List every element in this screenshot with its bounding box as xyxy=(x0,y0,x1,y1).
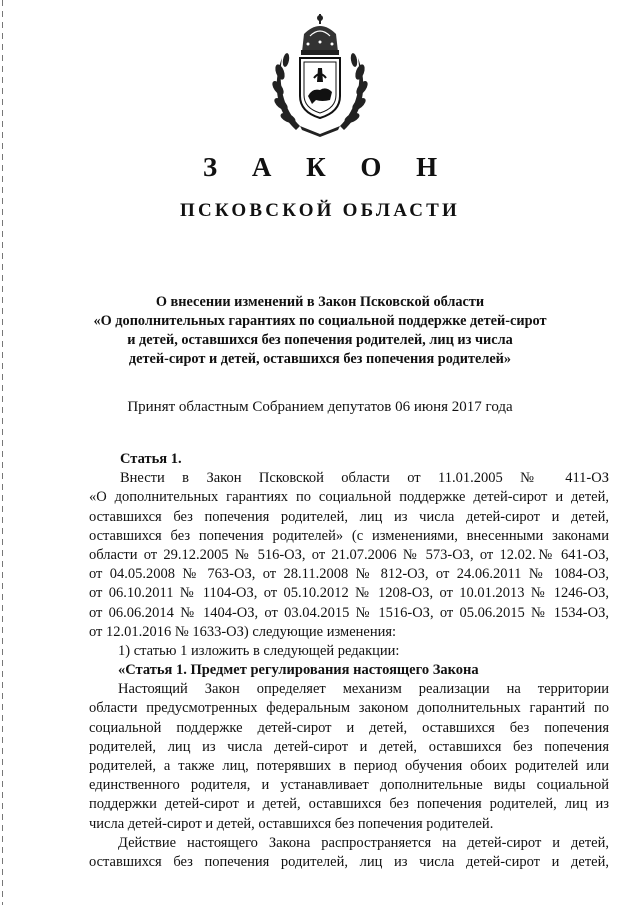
new-article-heading: «Статья 1. Предмет регулирования настоящего Закона xyxy=(118,662,479,679)
document-subtitle: ПСКОВСКОЙ ОБЛАСТИ xyxy=(180,200,460,221)
body-line: родителей, а также лиц, потерявших в период обучения обоих родителей или xyxy=(89,758,609,774)
body-line: оставшихся без попечения родителей, лиц из числа детей-сирот и детей, xyxy=(89,508,609,525)
body-line: числа детей-сирот и детей, оставшихся без попечения родителей. xyxy=(89,815,494,832)
law-heading-line: «О дополнительных гарантиях по социальной поддержке детей-сирот xyxy=(93,313,547,329)
article-1-heading: Статья 1. xyxy=(120,451,182,467)
article-1 xyxy=(89,450,609,872)
body-line: Внести в Закон Псковской области от 11.01.2005 № 411-ОЗ xyxy=(120,470,609,487)
body-line: единственного родителя, и устанавливает дополнительные виды социальной xyxy=(89,777,609,794)
body-line: области от 29.12.2005 № 516-ОЗ, от 21.07.2006 № 573-ОЗ, от 12.02.№ 641-ОЗ, xyxy=(89,546,609,563)
body-line: Действие настоящего Закона распространяется на детей-сирот и детей, xyxy=(118,834,609,851)
body-line: родителей, лиц из числа детей-сирот и детей, оставшихся без попечения xyxy=(89,738,609,755)
law-heading-line: и детей, оставшихся без попечения родителей, лиц из числа xyxy=(127,332,513,348)
amendment-item: 1) статью 1 изложить в следующей редакции: xyxy=(118,642,400,659)
law-heading-line: О внесении изменений в Закон Псковской области xyxy=(155,294,485,310)
pskov-coat-of-arms-emblem xyxy=(266,12,374,138)
body-line: социальной поддержке детей-сирот и детей, оставшихся без попечения xyxy=(89,719,609,736)
law-heading-line: детей-сирот и детей, оставшихся без попечения родителей» xyxy=(128,351,512,367)
body-line: от 06.06.2014 № 1404-ОЗ, от 03.04.2015 № 1516-ОЗ, от 05.06.2015 № 1534-ОЗ, xyxy=(89,604,609,621)
body-line: оставшихся без попечения родителей» (с изменениями, внесенными законами xyxy=(89,527,609,544)
scan-edge-line xyxy=(2,0,3,905)
body-line: оставшихся без попечения родителей, лиц из числа детей-сирот и детей, xyxy=(89,853,609,870)
body-line: поддержки детей-сирот и детей, оставшихся без попечения родителей, лиц из xyxy=(89,796,609,813)
body-line: области предусмотренных федеральным законом дополнительных гарантий по xyxy=(89,700,609,717)
body-line: «О дополнительных гарантиях по социальной поддержке детей-сирот и детей, xyxy=(89,489,609,506)
body-line: от 06.10.2011 № 1104-ОЗ, от 05.10.2012 № 1208-ОЗ, от 10.01.2013 № 1246-ОЗ, xyxy=(89,585,609,602)
document-title: З А К О Н xyxy=(202,152,452,182)
body-line: от 12.01.2016 № 1633-ОЗ) следующие изменения: xyxy=(89,623,397,640)
law-heading xyxy=(60,293,580,369)
body-line: Настоящий Закон определяет механизм реализации на территории xyxy=(118,681,609,698)
adoption-note: Принят областным Собранием депутатов 06 июня 2017 года xyxy=(127,399,513,415)
body-line: от 04.05.2008 № 763-ОЗ, от 28.11.2008 № 812-ОЗ, от 24.06.2011 № 1084-ОЗ, xyxy=(89,566,609,583)
